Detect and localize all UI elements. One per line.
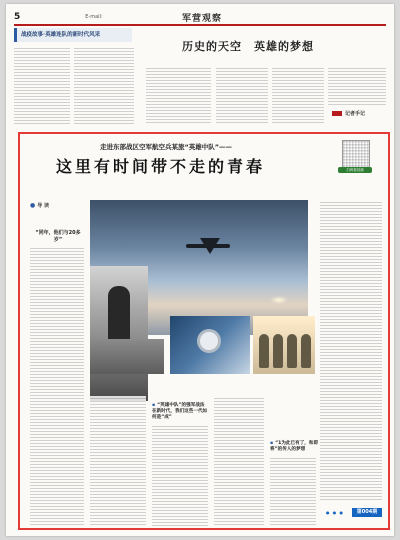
qr-caption: 扫码看视频 bbox=[338, 167, 372, 173]
page-header bbox=[14, 10, 386, 24]
text-column bbox=[270, 456, 316, 526]
text-column bbox=[214, 396, 264, 526]
qr-code-icon[interactable] bbox=[342, 140, 370, 168]
section-title: 军营观察 bbox=[182, 14, 223, 24]
text-column bbox=[152, 424, 208, 526]
text-column bbox=[90, 396, 146, 526]
text-column bbox=[272, 66, 324, 124]
top-banner: 战疫故事·英雄连队的新时代风采 bbox=[14, 28, 132, 42]
stamp-dots: ● ● ● bbox=[326, 510, 345, 515]
feature-kicker: 走进东部战区空军航空兵某旅“英雄中队”—— bbox=[100, 143, 233, 151]
text-column bbox=[328, 66, 386, 106]
feature-headline: 这里有时间带不走的青春 bbox=[56, 157, 266, 176]
issue-stamp: 第004期 bbox=[352, 508, 382, 517]
cockpit-pilot-photo bbox=[170, 316, 250, 374]
email-text: E-mail: bbox=[85, 14, 103, 20]
historic-crew-photo bbox=[90, 339, 164, 374]
text-column bbox=[146, 66, 211, 124]
text-column bbox=[216, 66, 268, 124]
pull-quote: “同年，他们与20多岁” bbox=[35, 230, 81, 243]
newspaper-page bbox=[6, 4, 394, 536]
subhead-1: ▪ “英雄中队”的强军战法在新时代，我们这些一代如何是“成” bbox=[152, 402, 208, 420]
reporter-note-label: 记者手记 bbox=[332, 110, 365, 117]
section-badge: ● 导 读 bbox=[30, 202, 49, 209]
helmet-icon bbox=[200, 332, 218, 350]
text-column bbox=[14, 46, 70, 124]
photo-caption bbox=[90, 377, 316, 391]
subhead-2: ▪ “1为此已有了，和即将”的传人的梦想 bbox=[270, 440, 320, 452]
text-column bbox=[320, 200, 382, 500]
text-column bbox=[74, 46, 134, 124]
sun-glow bbox=[270, 296, 288, 304]
page-number: 5 bbox=[14, 12, 21, 22]
header-rule bbox=[14, 24, 386, 26]
top-story-title: 历史的天空 英雄的梦想 bbox=[182, 40, 314, 53]
text-column bbox=[30, 246, 84, 526]
historic-group-photo bbox=[253, 316, 315, 374]
feature-article-frame[interactable] bbox=[18, 132, 390, 530]
